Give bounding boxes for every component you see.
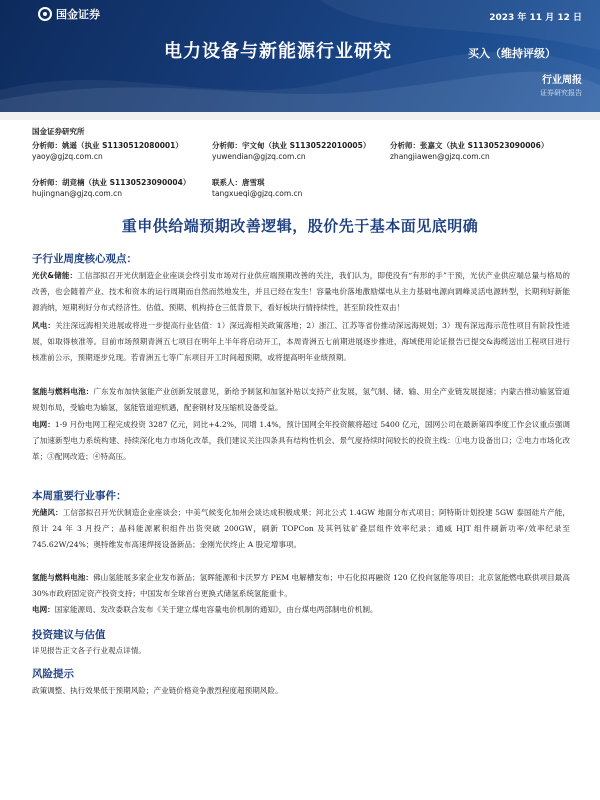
- paragraph-lead: 风电：: [32, 321, 56, 330]
- events-heading: 本周重要行业事件：: [32, 490, 127, 502]
- core-views-heading: 子行业周度核心观点：: [32, 253, 137, 265]
- banner-divider: [0, 112, 600, 120]
- analyst-entry: [390, 140, 548, 162]
- paragraph-lead: 光伏&储能：: [32, 271, 78, 280]
- analyst-email[interactable]: yaoy@gjzq.com.cn: [32, 152, 103, 161]
- core-view-hydrogen: [32, 384, 570, 416]
- core-view-grid: [32, 417, 570, 465]
- paragraph-text: 工信部拟召开光伏制造企业座谈会终引发市场对行业供应端预期改善的关注，我们认为，即使没有“有形的手”干预，光伏产业供应端总量与格局的改善，也会随着产业、技术和资本的运行周期而自然而然地发生，并且已经在发生！容量电价落地激励煤电从主力基础电源向调峰灵活电源转型，长期利好新能源消纳，短期利好分布式经济性。估值、预期、机构持仓三低背景下，看好板块行情持续性，甚至阶段性双击！: [32, 271, 570, 312]
- investment-heading: 投资建议与估值: [32, 629, 106, 641]
- event-pv-wind-storage: [32, 505, 570, 553]
- paragraph-text: 关注深远海相关进展或将进一步提高行业估值：1）深远海相关政策落地；2）浙江、江苏等省份推动深远海规划；3）现有深远海示范性项目有阶段性进展，如取得核准等。目前市场预期青洲五七项目在明年上半年将启动开工，本周青洲五七前期进展逐步推进，海域使用论证报告已提交&海缆送出工程项目进行核准前公示，预期逐步兑现。若青洲五七等广东项目开工时间超预期，或将提高明年业绩预期。: [32, 321, 570, 362]
- risk-heading: 风险提示: [32, 668, 74, 680]
- analyst-label: 分析师：张嘉文（执业 S1130523090006）: [390, 141, 549, 150]
- rating-badge: 买入（维持评级）: [468, 47, 556, 60]
- logo-icon: [38, 7, 52, 21]
- contact-label: 联系人：唐雪琪: [212, 178, 265, 187]
- report-headline: 重申供给端预期改善逻辑，股价先于基本面见底明确: [121, 217, 479, 235]
- analyst-entry: [32, 177, 190, 199]
- brand-logo: [38, 6, 100, 22]
- paragraph-lead: 氢能与燃料电池：: [32, 573, 93, 582]
- paragraph-text: 广东发布加快氢能产业创新发展意见，新给予制氢和加氢补贴以支持产业发展，氢气制、储、输、用全产业链发展提速；内蒙古推动输氢管道规划布局，受输电为输氢，氢能管道迎机遇，配套钢材及压缩机设备受益。: [32, 387, 570, 412]
- paragraph-text: 1-9 月份电网工程完成投资 3287 亿元，同比+4.2%，同增 1.4%，预计国网全年投资额将超过 5400 亿元，国网公司在最新第四季度工作会议重点强调了加速新型电力系统构建、持续深化电力市场化改革，我们建议关注四条具有结构性机会、景气度持续时间较长的投资主线：①电力设备出口；②电力市场化改革；③配网改造；④特高压。: [32, 420, 570, 461]
- analyst-label: 分析师：胡竞楠（执业 S1130523090004）: [32, 178, 191, 187]
- report-date: 2023 年 11 月 12 日: [489, 13, 582, 23]
- analyst-email[interactable]: hujingnan@gjzq.com.cn: [32, 189, 122, 198]
- paragraph-text: 佛山氢能展多家企业发布新品；氢晖能源和卡沃罗方 PEM 电解槽发布；中石化拟再融资 120 亿投向氢能等项目；北京氢能燃电联供项目最高 30%市政府固定资产投资支持；中国发布全球首台更换式储氢系统氢能重卡。: [32, 573, 570, 598]
- paragraph-lead: 电网：: [32, 420, 55, 429]
- investment-text: 详见报告正文各子行业观点详情。: [32, 646, 146, 655]
- report-title: 电力设备与新能源行业研究: [164, 41, 392, 62]
- paragraph-lead: 光储风：: [32, 508, 63, 517]
- report-subtype: 证券研究报告: [540, 89, 582, 97]
- paragraph-lead: 氢能与燃料电池：: [32, 387, 94, 396]
- contact-email[interactable]: tangxueqi@gjzq.com.cn: [212, 189, 303, 198]
- event-grid: [32, 602, 570, 618]
- logo-text: 国金证券: [56, 8, 100, 21]
- institute-name: 国金证券研究所: [32, 127, 85, 136]
- report-banner: [0, 0, 600, 112]
- paragraph-text: 国家能源局、发改委联合发布《关于建立煤电容量电价机制的通知》，由台煤电两部制电价机制。: [54, 605, 378, 614]
- paragraph-text: 工信部拟召开光伏制造企业座谈会；中美气候变化加州会谈达成积极成果；河北公式 1.4GW 地面分布式项目；阿特斯计划投建 5GW 泰国硅片产能，预计 24 年 3 月投产；晶科能源累积组件出货突破 200GW，刷新 TOPCon 及其钙钛矿叠层组件效率纪录；通威 HJT 组件刷新功率/效率纪录至 745.62W/24%；奥特维发布高速焊接设备新品；金刚光伏终止 A 股定增事项。: [32, 508, 570, 549]
- paragraph-lead: 电网：: [32, 605, 55, 614]
- core-view-wind: [32, 318, 570, 366]
- core-view-pv-storage: [32, 268, 570, 316]
- risk-text: 政策调整、执行效果低于预期风险；产业链价格竞争激烈程度超预期风险。: [32, 686, 283, 695]
- event-hydrogen: [32, 570, 570, 602]
- analyst-label: 分析师：宇文甸（执业 S1130522010005）: [212, 141, 371, 150]
- analyst-label: 分析师：姚遥（执业 S1130512080001）: [32, 141, 183, 150]
- analyst-entry: [212, 140, 370, 162]
- analyst-entry: [212, 177, 302, 199]
- report-type: 行业周报: [542, 75, 582, 86]
- analyst-entry: [32, 140, 183, 162]
- analyst-email[interactable]: yuwendian@gjzq.com.cn: [212, 152, 306, 161]
- analyst-email[interactable]: zhangjiawen@gjzq.com.cn: [390, 152, 490, 161]
